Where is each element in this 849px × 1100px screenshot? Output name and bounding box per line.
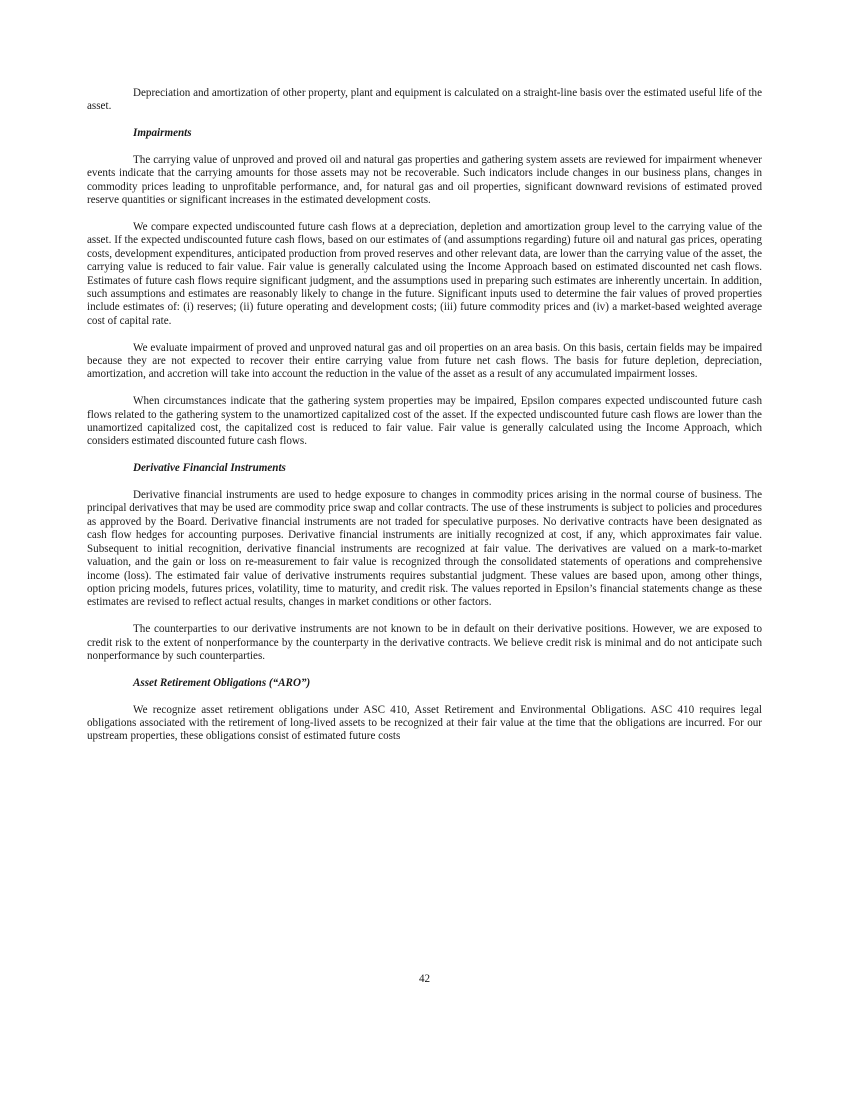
impairments-paragraph-2: We compare expected undiscounted future cash flows at a depreciation, depletion and amortization group level to the carrying value of the asset. If the expected undiscounted future cash flows, based on our estimates of (and assumptions regarding) future oil and natural gas prices, operating costs, development expenditures, anticipated production from proved reserves and other relevant data, are lower than the carrying value of the asset, the carrying value is reduced to fair value. Fair value is generally calculated using the Income Approach based on estimated discounted net cash flows. Estimates of future cash flows require significant judgment, and the assumptions used in preparing such estimates are inherently uncertain. In addition, such assumptions and estimates are reasonably likely to change in the future. Significant inputs used to determine the fair values of proved properties include estimates of: (i) reserves; (ii) future operating and development costs; (iii) future commodity prices and (iv) a market-based weighted average cost of capital rate. [87, 221, 762, 327]
depreciation-paragraph: Depreciation and amortization of other property, plant and equipment is calculated on a straight-line basis over the estimated useful life of the asset. [87, 87, 762, 113]
impairments-heading: Impairments [133, 127, 192, 140]
impairments-paragraph-3: We evaluate impairment of proved and unproved natural gas and oil properties on an area basis. On this basis, certain fields may be impaired because they are not expected to recover their entire carrying value from future net cash flows. The basis for future depletion, depreciation, amortization, and accretion will take into account the reduction in the value of the asset as a result of any accumulated impairment losses. [87, 341, 762, 381]
derivatives-paragraph-2: The counterparties to our derivative instruments are not known to be in default on their derivative positions. However, we are exposed to credit risk to the extent of nonperformance by the counterparty in the derivative contracts. We believe credit risk is minimal and do not anticipate such nonperformance by such counterparties. [87, 623, 762, 662]
impairments-paragraph-4: When circumstances indicate that the gathering system properties may be impaired, Epsilon compares expected undiscounted future cash flows related to the gathering system to the unamortized capitalized cost of the asset. If the expected undiscounted future cash flows are lower than the unamortized capitalized cost, the capitalized cost is reduced to fair value. Fair value is generally calculated using the Income Approach, which considers estimated discounted future cash flows. [87, 395, 762, 448]
impairments-paragraph-1: The carrying value of unproved and proved oil and natural gas properties and gathering system assets are reviewed for impairment whenever events indicate that the carrying amounts for those assets may not be recoverable. Such indicators include changes in our business plans, changes in commodity prices leading to unprofitable performance, and, for natural gas and oil properties, significant downward revisions of estimated proved reserve quantities or significant increases in the estimated development costs. [87, 154, 762, 207]
aro-paragraph-1: We recognize asset retirement obligations under ASC 410, Asset Retirement and Environmental Obligations. ASC 410 requires legal obligations associated with the retirement of long-lived assets to be recognized at their fair value at the time that the obligations are incurred. For our upstream properties, these obligations consist of estimated future costs [87, 703, 762, 743]
derivatives-heading: Derivative Financial Instruments [133, 462, 286, 475]
page-number: 42 [418, 973, 431, 985]
aro-heading: Asset Retirement Obligations (“ARO”) [133, 676, 311, 689]
derivatives-paragraph-1: Derivative financial instruments are used to hedge exposure to changes in commodity prices arising in the normal course of business. The principal derivatives that may be used are commodity price swap and collar contracts. The use of these instruments is subject to policies and procedures as approved by the Board. Derivative financial instruments are not traded for speculative purposes. No derivative contracts have been designated as cash flow hedges for accounting purposes. Derivative financial instruments are initially recognized at cost, if any, which approximates fair value. Subsequent to initial recognition, derivative financial instruments are recognized at fair value. The derivatives are valued on a mark-to-market valuation, and the gain or loss on re-measurement to fair value is recognized through the consolidated statements of operations and comprehensive income (loss). The estimated fair value of derivative instruments requires substantial judgment. These values are based upon, among other things, option pricing models, futures prices, volatility, time to maturity, and credit risk. The values reported in Epsilon’s financial statements change as these estimates are revised to reflect actual results, changes in market conditions or other factors. [87, 489, 762, 609]
document-page [87, 87, 762, 744]
